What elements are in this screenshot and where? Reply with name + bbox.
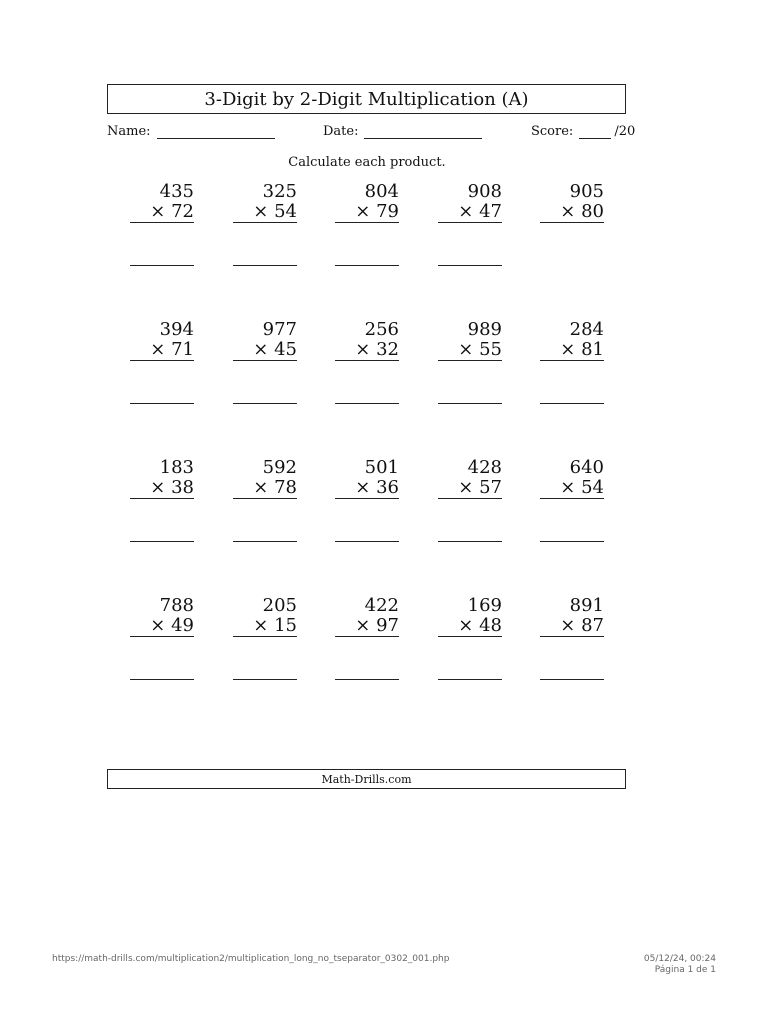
worksheet-title: 3-Digit by 2-Digit Multiplication (A) [107, 84, 626, 114]
multiplier: × 71 [130, 340, 194, 361]
answer-line[interactable] [130, 541, 194, 542]
multiplier: × 80 [540, 202, 604, 223]
answer-line[interactable] [540, 541, 604, 542]
answer-line[interactable] [130, 679, 194, 680]
answer-line[interactable] [335, 265, 399, 266]
multiplicand: 788 [159, 595, 194, 616]
problem [438, 181, 502, 266]
multiplicand: 891 [569, 595, 604, 616]
multiplicand: 284 [569, 319, 604, 340]
print-meta [644, 954, 716, 976]
answer-line[interactable] [335, 541, 399, 542]
problem [540, 457, 604, 542]
multiplier: × 38 [130, 478, 194, 499]
multiplicand: 205 [262, 595, 297, 616]
answer-line[interactable] [233, 541, 297, 542]
score-label: Score: [531, 124, 574, 139]
multiplier: × 72 [130, 202, 194, 223]
answer-line[interactable] [438, 679, 502, 680]
worksheet-footer: Math-Drills.com [107, 769, 626, 789]
problem [540, 595, 604, 680]
multiplicand: 640 [569, 457, 604, 478]
score-total: /20 [614, 124, 636, 139]
multiplicand: 908 [467, 181, 502, 202]
multiplicand: 592 [262, 457, 297, 478]
problem [130, 319, 194, 404]
problem [438, 319, 502, 404]
multiplicand: 804 [364, 181, 399, 202]
print-url: https://math-drills.com/multiplication2/multiplication_long_no_tseparator_0302_001.php [52, 954, 450, 964]
multiplier: × 79 [335, 202, 399, 223]
answer-line[interactable] [438, 541, 502, 542]
answer-line[interactable] [233, 679, 297, 680]
problem [233, 319, 297, 404]
multiplier: × 54 [540, 478, 604, 499]
multiplier: × 48 [438, 616, 502, 637]
problem [233, 595, 297, 680]
multiplier: × 45 [233, 340, 297, 361]
problem [438, 595, 502, 680]
multiplicand: 325 [262, 181, 297, 202]
problem [130, 457, 194, 542]
instructions: Calculate each product. [288, 155, 446, 170]
multiplier: × 47 [438, 202, 502, 223]
answer-line[interactable] [540, 403, 604, 404]
problem [335, 319, 399, 404]
problem [335, 181, 399, 266]
multiplicand: 428 [467, 457, 502, 478]
answer-line[interactable] [438, 265, 502, 266]
problem [130, 595, 194, 680]
date-line [364, 124, 482, 139]
print-datetime: 05/12/24, 00:24 [643, 954, 716, 964]
date-field [323, 124, 482, 139]
multiplicand: 435 [159, 181, 194, 202]
multiplicand: 905 [569, 181, 604, 202]
name-label: Name: [107, 124, 151, 139]
problem [130, 181, 194, 266]
multiplier: × 32 [335, 340, 399, 361]
multiplier: × 54 [233, 202, 297, 223]
multiplier: × 97 [335, 616, 399, 637]
answer-line[interactable] [335, 403, 399, 404]
multiplicand: 977 [262, 319, 297, 340]
answer-line[interactable] [233, 265, 297, 266]
problem [335, 595, 399, 680]
multiplicand: 501 [364, 457, 399, 478]
multiplier: × 78 [233, 478, 297, 499]
multiplier: × 87 [540, 616, 604, 637]
problem [335, 457, 399, 542]
score-field [531, 124, 635, 139]
answer-line[interactable] [130, 265, 194, 266]
problem [540, 319, 604, 404]
multiplier: × 57 [438, 478, 502, 499]
multiplier: × 49 [130, 616, 194, 637]
multiplicand: 394 [159, 319, 194, 340]
answer-line[interactable] [335, 679, 399, 680]
problem [233, 181, 297, 266]
multiplicand: 422 [364, 595, 399, 616]
print-page-number: Página 1 de 1 [654, 965, 716, 975]
multiplier: × 15 [233, 616, 297, 637]
name-line [157, 124, 275, 139]
problem [438, 457, 502, 542]
answer-line[interactable] [438, 403, 502, 404]
name-field [107, 124, 275, 139]
answer-line[interactable] [130, 403, 194, 404]
multiplier: × 55 [438, 340, 502, 361]
multiplier: × 36 [335, 478, 399, 499]
multiplicand: 169 [467, 595, 502, 616]
multiplicand: 183 [159, 457, 194, 478]
multiplicand: 256 [364, 319, 399, 340]
answer-line[interactable] [540, 679, 604, 680]
multiplicand: 989 [467, 319, 502, 340]
problem [540, 181, 604, 223]
score-line [579, 124, 611, 139]
date-label: Date: [323, 124, 359, 139]
answer-line[interactable] [233, 403, 297, 404]
problem [233, 457, 297, 542]
multiplier: × 81 [540, 340, 604, 361]
